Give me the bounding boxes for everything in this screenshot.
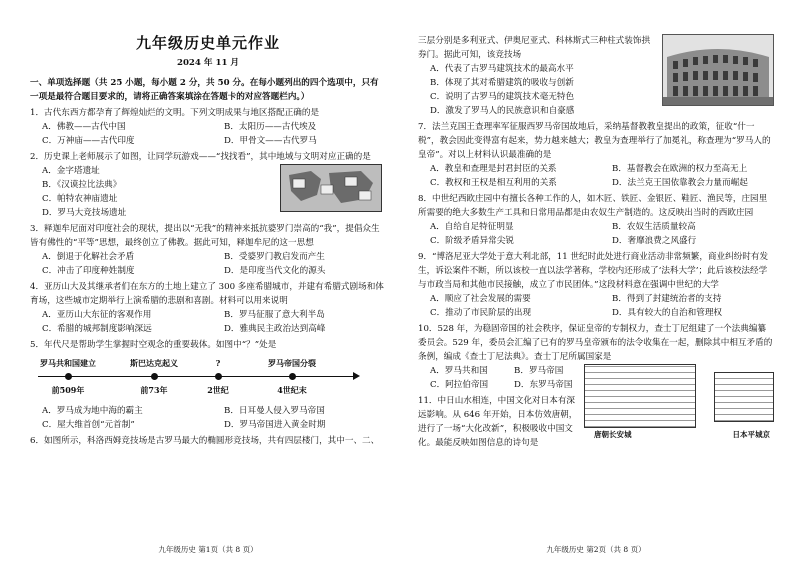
question-5: 5．年代尺是帮助学生掌握时空观念的重要载体。如图中“？”处是 — [30, 340, 277, 350]
question-1: 1．古代东西方都孕育了辉煌灿烂的文明。下列文明成果与地区搭配正确的是 — [30, 108, 320, 118]
option[interactable]: C．冲击了印度种姓制度 — [42, 266, 135, 276]
timeline-event: 罗马共和国建立 — [40, 358, 96, 368]
question-11: 11．中日山水相连，中国文化对日本有深远影响。从 646 年开始，日本仿效唐朝，进行了一场“大化改新”，积极吸收中国文化。最能反映如图信息的诗句是 — [418, 396, 578, 448]
timeline-point — [257, 356, 327, 397]
option[interactable]: A．代表了古罗马建筑技术的最高水平 — [430, 64, 574, 74]
option[interactable]: D．罗马帝国进入黄金时期 — [224, 420, 326, 430]
option[interactable]: B．《汉谟拉比法典》 — [42, 180, 122, 190]
option[interactable]: B．体现了其对希腊建筑的吸收与创新 — [430, 78, 574, 88]
colosseum-image — [662, 34, 774, 106]
right-column — [418, 0, 774, 561]
option[interactable]: C．阿拉伯帝国 — [430, 380, 489, 390]
page-footer: 九年级历史 第1页（共 8 页） — [158, 545, 258, 554]
question-10-11-block — [418, 364, 774, 450]
option[interactable]: A．罗马成为地中海的霸主 — [42, 406, 143, 416]
option[interactable]: B．得到了封建统治者的支持 — [612, 294, 722, 304]
option[interactable]: B．农奴生活质量较高 — [612, 222, 696, 232]
option[interactable]: C．推动了市民阶层的出现 — [430, 308, 532, 318]
option[interactable]: C．教权和王权是相互利用的关系 — [430, 178, 557, 188]
option[interactable]: A．倒退于化解社会矛盾 — [42, 252, 135, 262]
question-1-options — [30, 120, 386, 148]
question-7: 7．法兰克国王查理率军征服西罗马帝国故地后，采纳基督教教皇提出的政策，征收“什一税”，教会因此变得富有起来，势力越来越大；教皇为查理举行了加冕礼，称查理为“罗马人的皇帝”。对以上材料认识最准确的是 — [418, 122, 771, 160]
option[interactable]: A．自给自足特征明显 — [430, 222, 514, 232]
question-7-options — [418, 162, 774, 190]
option[interactable]: D．雅典民主政治达到高峰 — [224, 324, 326, 334]
timeline-date: 2世纪 — [207, 385, 229, 395]
question-6-block — [418, 34, 774, 118]
timeline-point — [119, 356, 189, 397]
city-caption: 日本平城京 — [732, 430, 770, 439]
option[interactable]: D．甲骨文——古代罗马 — [224, 136, 317, 146]
option[interactable]: D．罗马大竞技场遗址 — [42, 208, 127, 218]
timeline — [30, 356, 386, 400]
question-2: 2．历史课上老师展示了如图，让同学玩游戏——“找找看”，其中地域与文明对应正确的是 — [30, 152, 371, 162]
section-heading: 一、单项选择题（共 25 小题，每小题 2 分，共 50 分。在每小题列出的四个选项中，只有一项是最符合题目要求的，请将正确答案填涂在答题卡的对应答题栏内。） — [30, 78, 379, 102]
city-plans-figure — [584, 364, 774, 442]
option[interactable]: B．基督教会在欧洲的权力至高无上 — [612, 164, 748, 174]
question-4-options — [30, 308, 386, 336]
option[interactable]: C．屋大维首创“元首制” — [42, 420, 135, 430]
option[interactable]: D．东罗马帝国 — [514, 380, 573, 390]
timeline-dot-icon — [289, 373, 296, 380]
timeline-point — [33, 356, 103, 397]
option[interactable]: C．说明了古罗马的建筑技术毫无特色 — [430, 92, 575, 102]
option[interactable]: D．是印度当代文化的源头 — [224, 266, 326, 276]
left-column — [30, 0, 386, 561]
option[interactable]: A．顺应了社会发展的需要 — [430, 294, 531, 304]
timeline-event: ? — [215, 358, 221, 368]
option[interactable]: A．教皇和查理是封君封臣的关系 — [430, 164, 557, 174]
option[interactable]: D．具有较大的自治和管理权 — [612, 308, 723, 318]
timeline-point — [183, 356, 253, 397]
option[interactable]: B．日耳曼人侵入罗马帝国 — [224, 406, 325, 416]
option[interactable]: D．奢靡浪费之风盛行 — [612, 236, 697, 246]
question-9-options — [418, 292, 774, 320]
option[interactable]: C．希腊的城邦制度影响深远 — [42, 324, 152, 334]
question-8-options — [418, 220, 774, 248]
option[interactable]: A．佛教——古代中国 — [42, 122, 126, 132]
timeline-dot-icon — [65, 373, 72, 380]
option[interactable]: A．罗马共和国 — [430, 366, 488, 376]
option[interactable]: C．万神庙——古代印度 — [42, 136, 135, 146]
world-map-figure — [280, 164, 382, 212]
question-3-options — [30, 250, 386, 278]
question-6-continued: 三层分别是多利亚式、伊奥尼亚式、科林斯式三种柱式装饰拱券门。据此可知，该竞技场 — [418, 36, 651, 60]
question-2-block — [30, 164, 386, 220]
timeline-date: 前509年 — [51, 385, 85, 395]
timeline-date: 前73年 — [140, 385, 168, 395]
heijo-kyo-city-map — [714, 372, 774, 422]
question-10-options — [418, 364, 578, 392]
page-title: 九年级历史单元作业 — [135, 34, 280, 52]
option[interactable]: C．阶级矛盾异常尖锐 — [430, 236, 514, 246]
question-5-options — [30, 404, 386, 432]
city-caption: 唐朝长安城 — [594, 430, 632, 439]
timeline-dot-icon — [215, 373, 222, 380]
question-3: 3．释迦牟尼面对印度社会的现状，提出以“无我”的精神来抵抗婆罗门崇高的“我”，提倡众生皆有佛性的“平等”思想，最终创立了佛教。据此可知，释迦牟尼的这一思想 — [30, 224, 380, 248]
option[interactable]: B．受婆罗门教启发而产生 — [224, 252, 325, 262]
timeline-event: 斯巴达克起义 — [130, 358, 178, 368]
question-10: 10．528 年，为稳固帝国的社会秩序，保证皇帝的专制权力，查士丁尼组建了一个法典编纂委员会。529 年，委员会汇编了已有的罗马皇帝颁布的法令收集在一起，删除其中相互矛盾的条例，编成《查士丁尼法典》。查士丁尼所属国家是 — [418, 324, 773, 362]
question-4: 4．亚历山大及其继承者们在东方的土地上建立了 300 多座希腊城市，并建有希腊式剧场和体育场，这些城市定期举行上演希腊的悲剧和喜剧。材料可以用来说明 — [30, 282, 384, 306]
timeline-event: 罗马帝国分裂 — [268, 358, 316, 368]
timeline-date: 4世纪末 — [277, 385, 307, 395]
changan-city-map — [584, 364, 696, 428]
question-8: 8．中世纪西欧庄园中有擅长各种工作的人，如木匠、铁匠、金银匠、鞋匠、渔民等，庄园里所需要的绝大多数生产工具和日常用品都是由农奴生产制造的。这反映出当时的西欧庄园 — [418, 194, 768, 218]
timeline-arrow-icon — [353, 372, 360, 380]
option[interactable]: B．太阳历——古代埃及 — [224, 122, 317, 132]
page-footer: 九年级历史 第2页（共 8 页） — [546, 545, 646, 554]
option[interactable]: D．法兰克王国依靠教会力量而崛起 — [612, 178, 748, 188]
option[interactable]: C．帕特农神庙遗址 — [42, 194, 118, 204]
option[interactable]: D．激发了罗马人的民族意识和自豪感 — [430, 106, 575, 116]
option[interactable]: A．亚历山大东征的客观作用 — [42, 310, 152, 320]
option[interactable]: B．罗马征服了意大利半岛 — [224, 310, 325, 320]
option[interactable]: A．金字塔遗址 — [42, 166, 100, 176]
exam-date: 2024 年 11 月 — [176, 58, 240, 68]
timeline-dot-icon — [151, 373, 158, 380]
question-9: 9．“博洛尼亚大学处于意大利北部，11 世纪时此处进行商业活动非常频繁，商业纠纷时有发生，诉讼案件不断，所以该校一直以法学著称，学校内还形成了‘法科大学’；此后该校法经学与市政当局和其他市民接触，成立了市民团体。”这段材料意在强调中世纪的大学 — [418, 252, 769, 290]
question-6: 6．如图所示，科洛西姆竞技场是古罗马最大的椭圆形竞技场，共有四层楼门，其中一、二、 — [30, 436, 380, 446]
option[interactable]: B．罗马帝国 — [514, 366, 564, 376]
